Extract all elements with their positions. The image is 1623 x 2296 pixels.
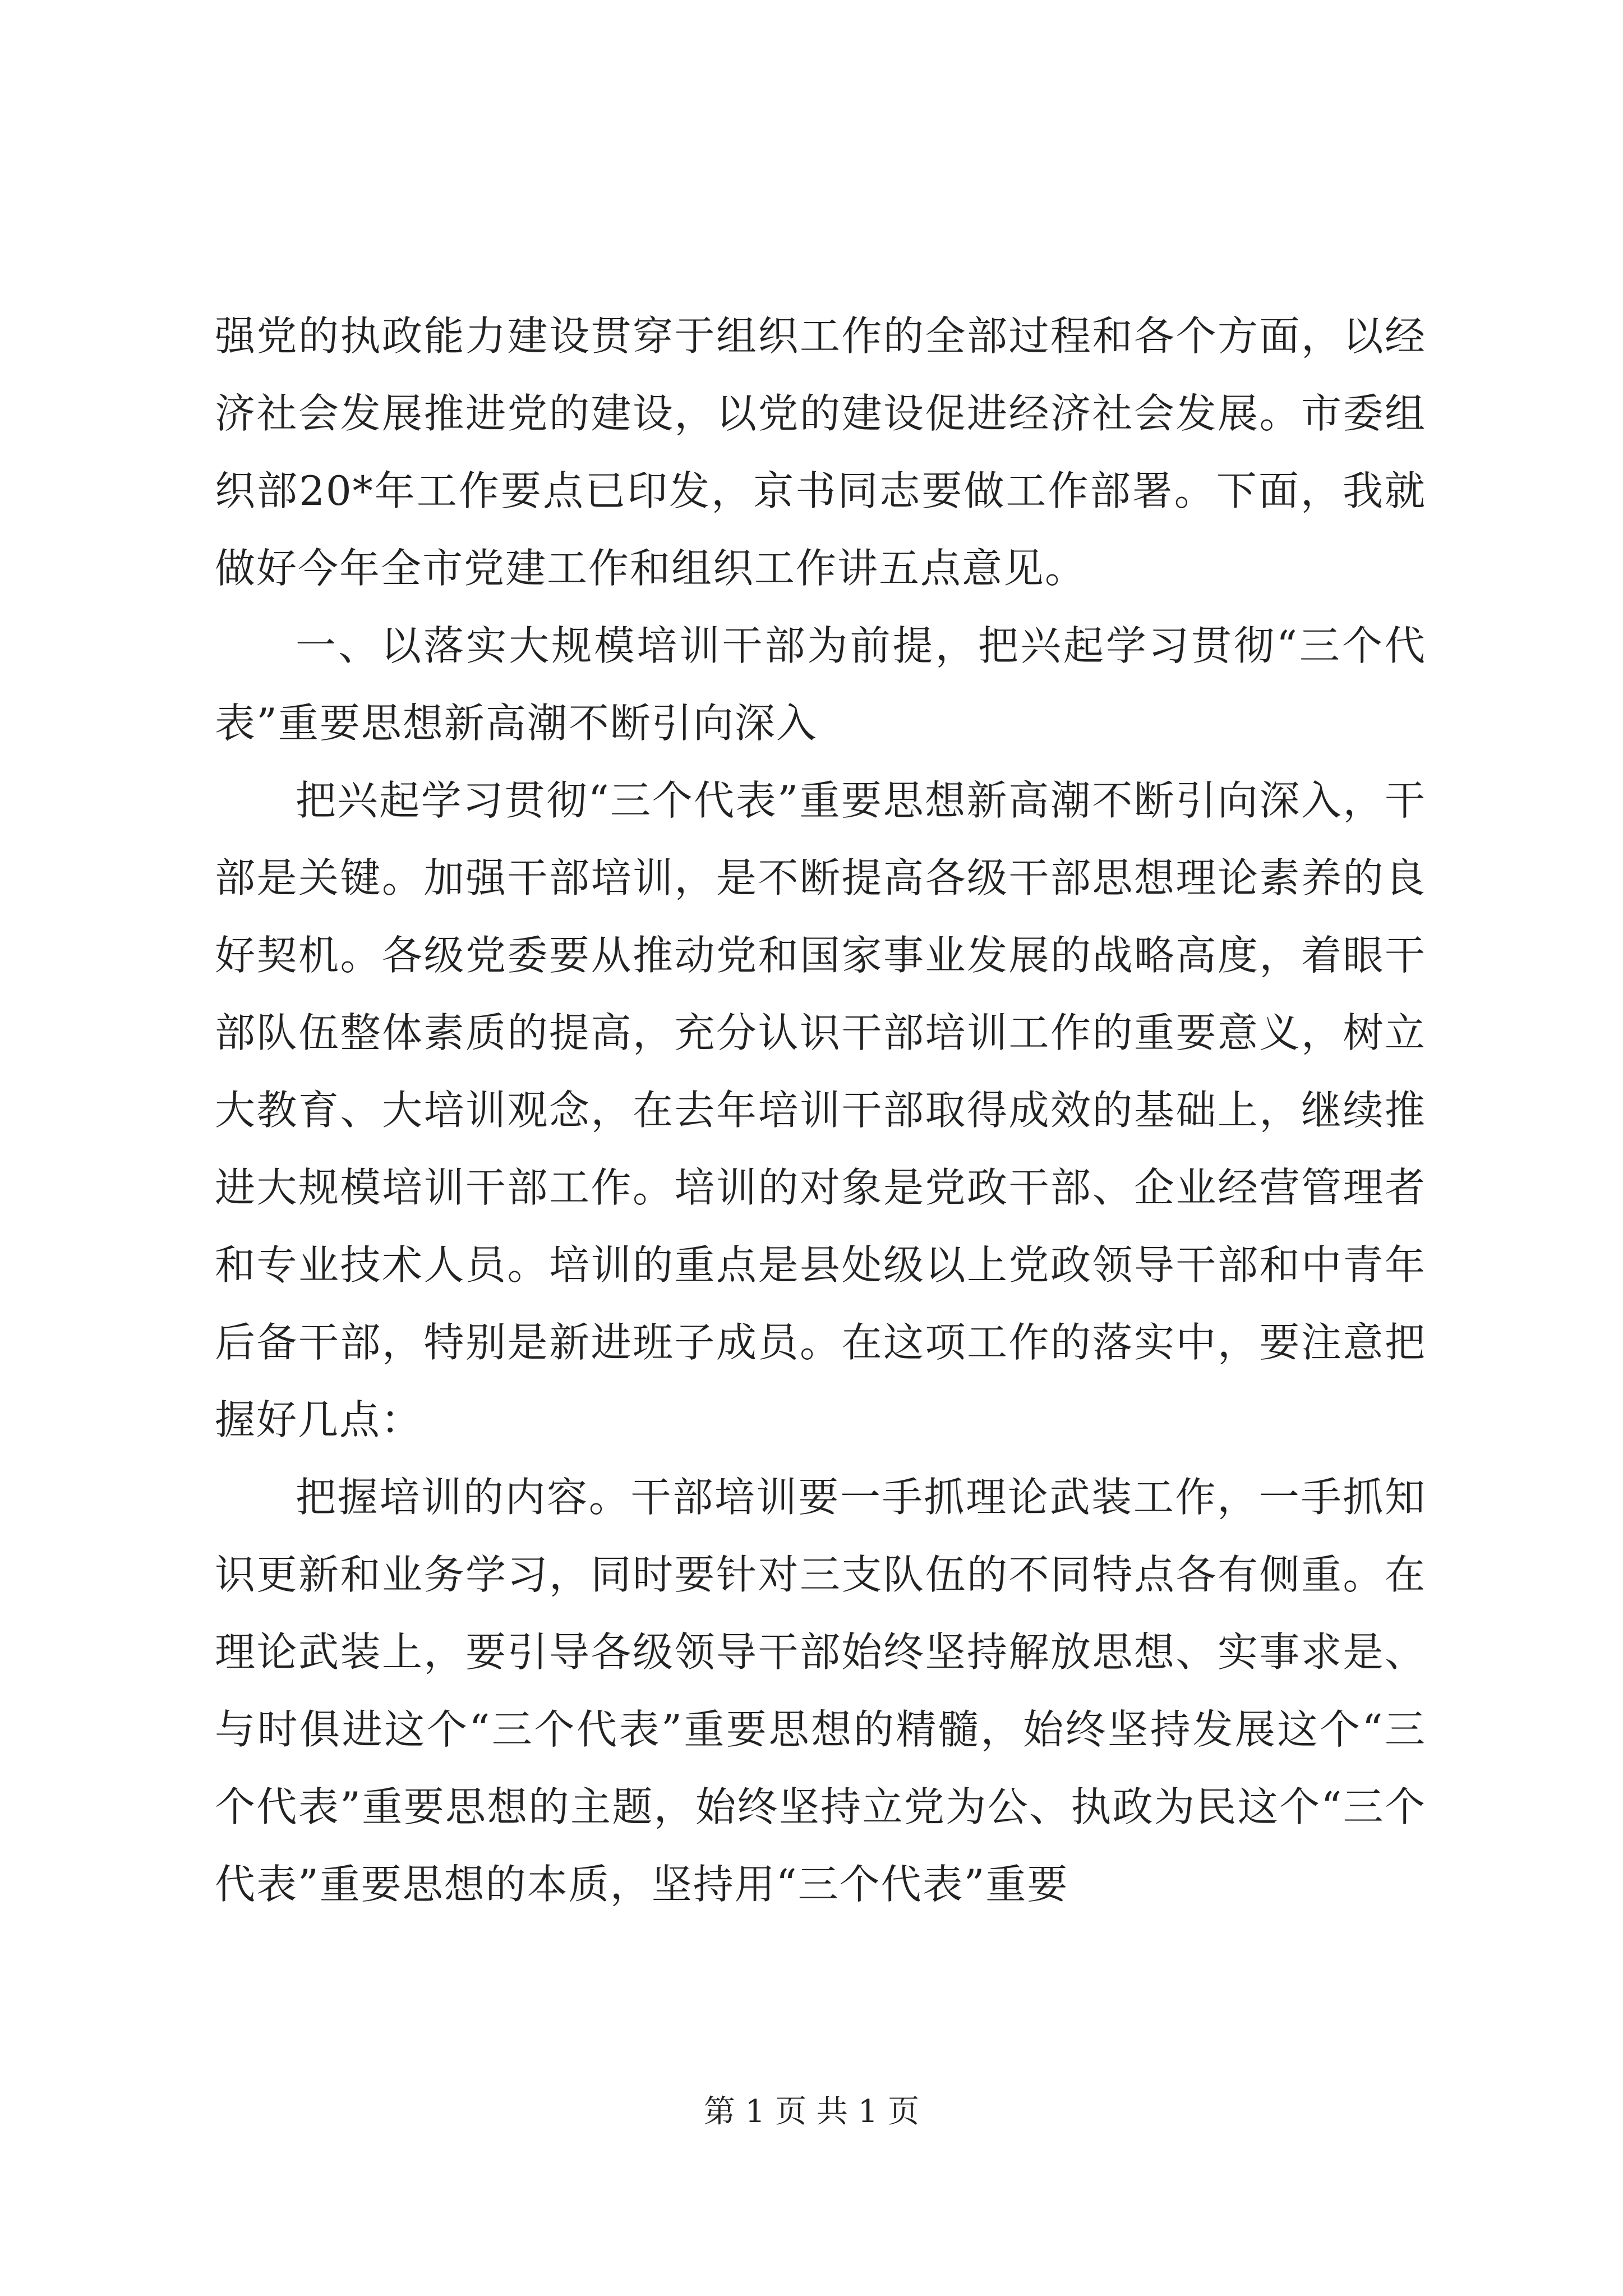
paragraph-continuation: 强党的执政能力建设贯穿于组织工作的全部过程和各个方面，以经济社会发展推进党的建设，以党的建设促进经济社会发展。市委组织部20*年工作要点已印发，京书同志要做工作部署。下面，我就做好今年全市党建工作和组织工作讲五点意见。 (215, 312, 1426, 592)
paragraph: 把握培训的内容。干部培训要一手抓理论武装工作，一手抓知识更新和业务学习，同时要针对三支队伍的不同特点各有侧重。在理论武装上，要引导各级领导干部始终坚持解放思想、实事求是、与时俱进这个“三个代表”重要思想的精髓，始终坚持发展这个“三个代表”重要思想的主题，始终坚持立党为公、执政为民这个“三个代表”重要思想的本质，坚持用“三个代表”重要 (215, 1474, 1426, 1908)
section-heading: 一、以落实大规模培训干部为前提，把兴起学习贯彻“三个代表”重要思想新高潮不断引向深入 (215, 622, 1426, 747)
page-footer: 第 1 页 共 1 页 (703, 2093, 920, 2130)
paragraph: 把兴起学习贯彻“三个代表”重要思想新高潮不断引向深入，干部是关键。加强干部培训，是不断提高各级干部思想理论素养的良好契机。各级党委要从推动党和国家事业发展的战略高度，着眼干部队伍整体素质的提高，充分认识干部培训工作的重要意义，树立大教育、大培训观念，在去年培训干部取得成效的基础上，继续推进大规模培训干部工作。培训的对象是党政干部、企业经营管理者和专业技术人员。培训的重点是县处级以上党政领导干部和中青年后备干部，特别是新进班子成员。在这项工作的落实中，要注意把握好几点： (215, 777, 1426, 1443)
document-body (215, 297, 1426, 1923)
